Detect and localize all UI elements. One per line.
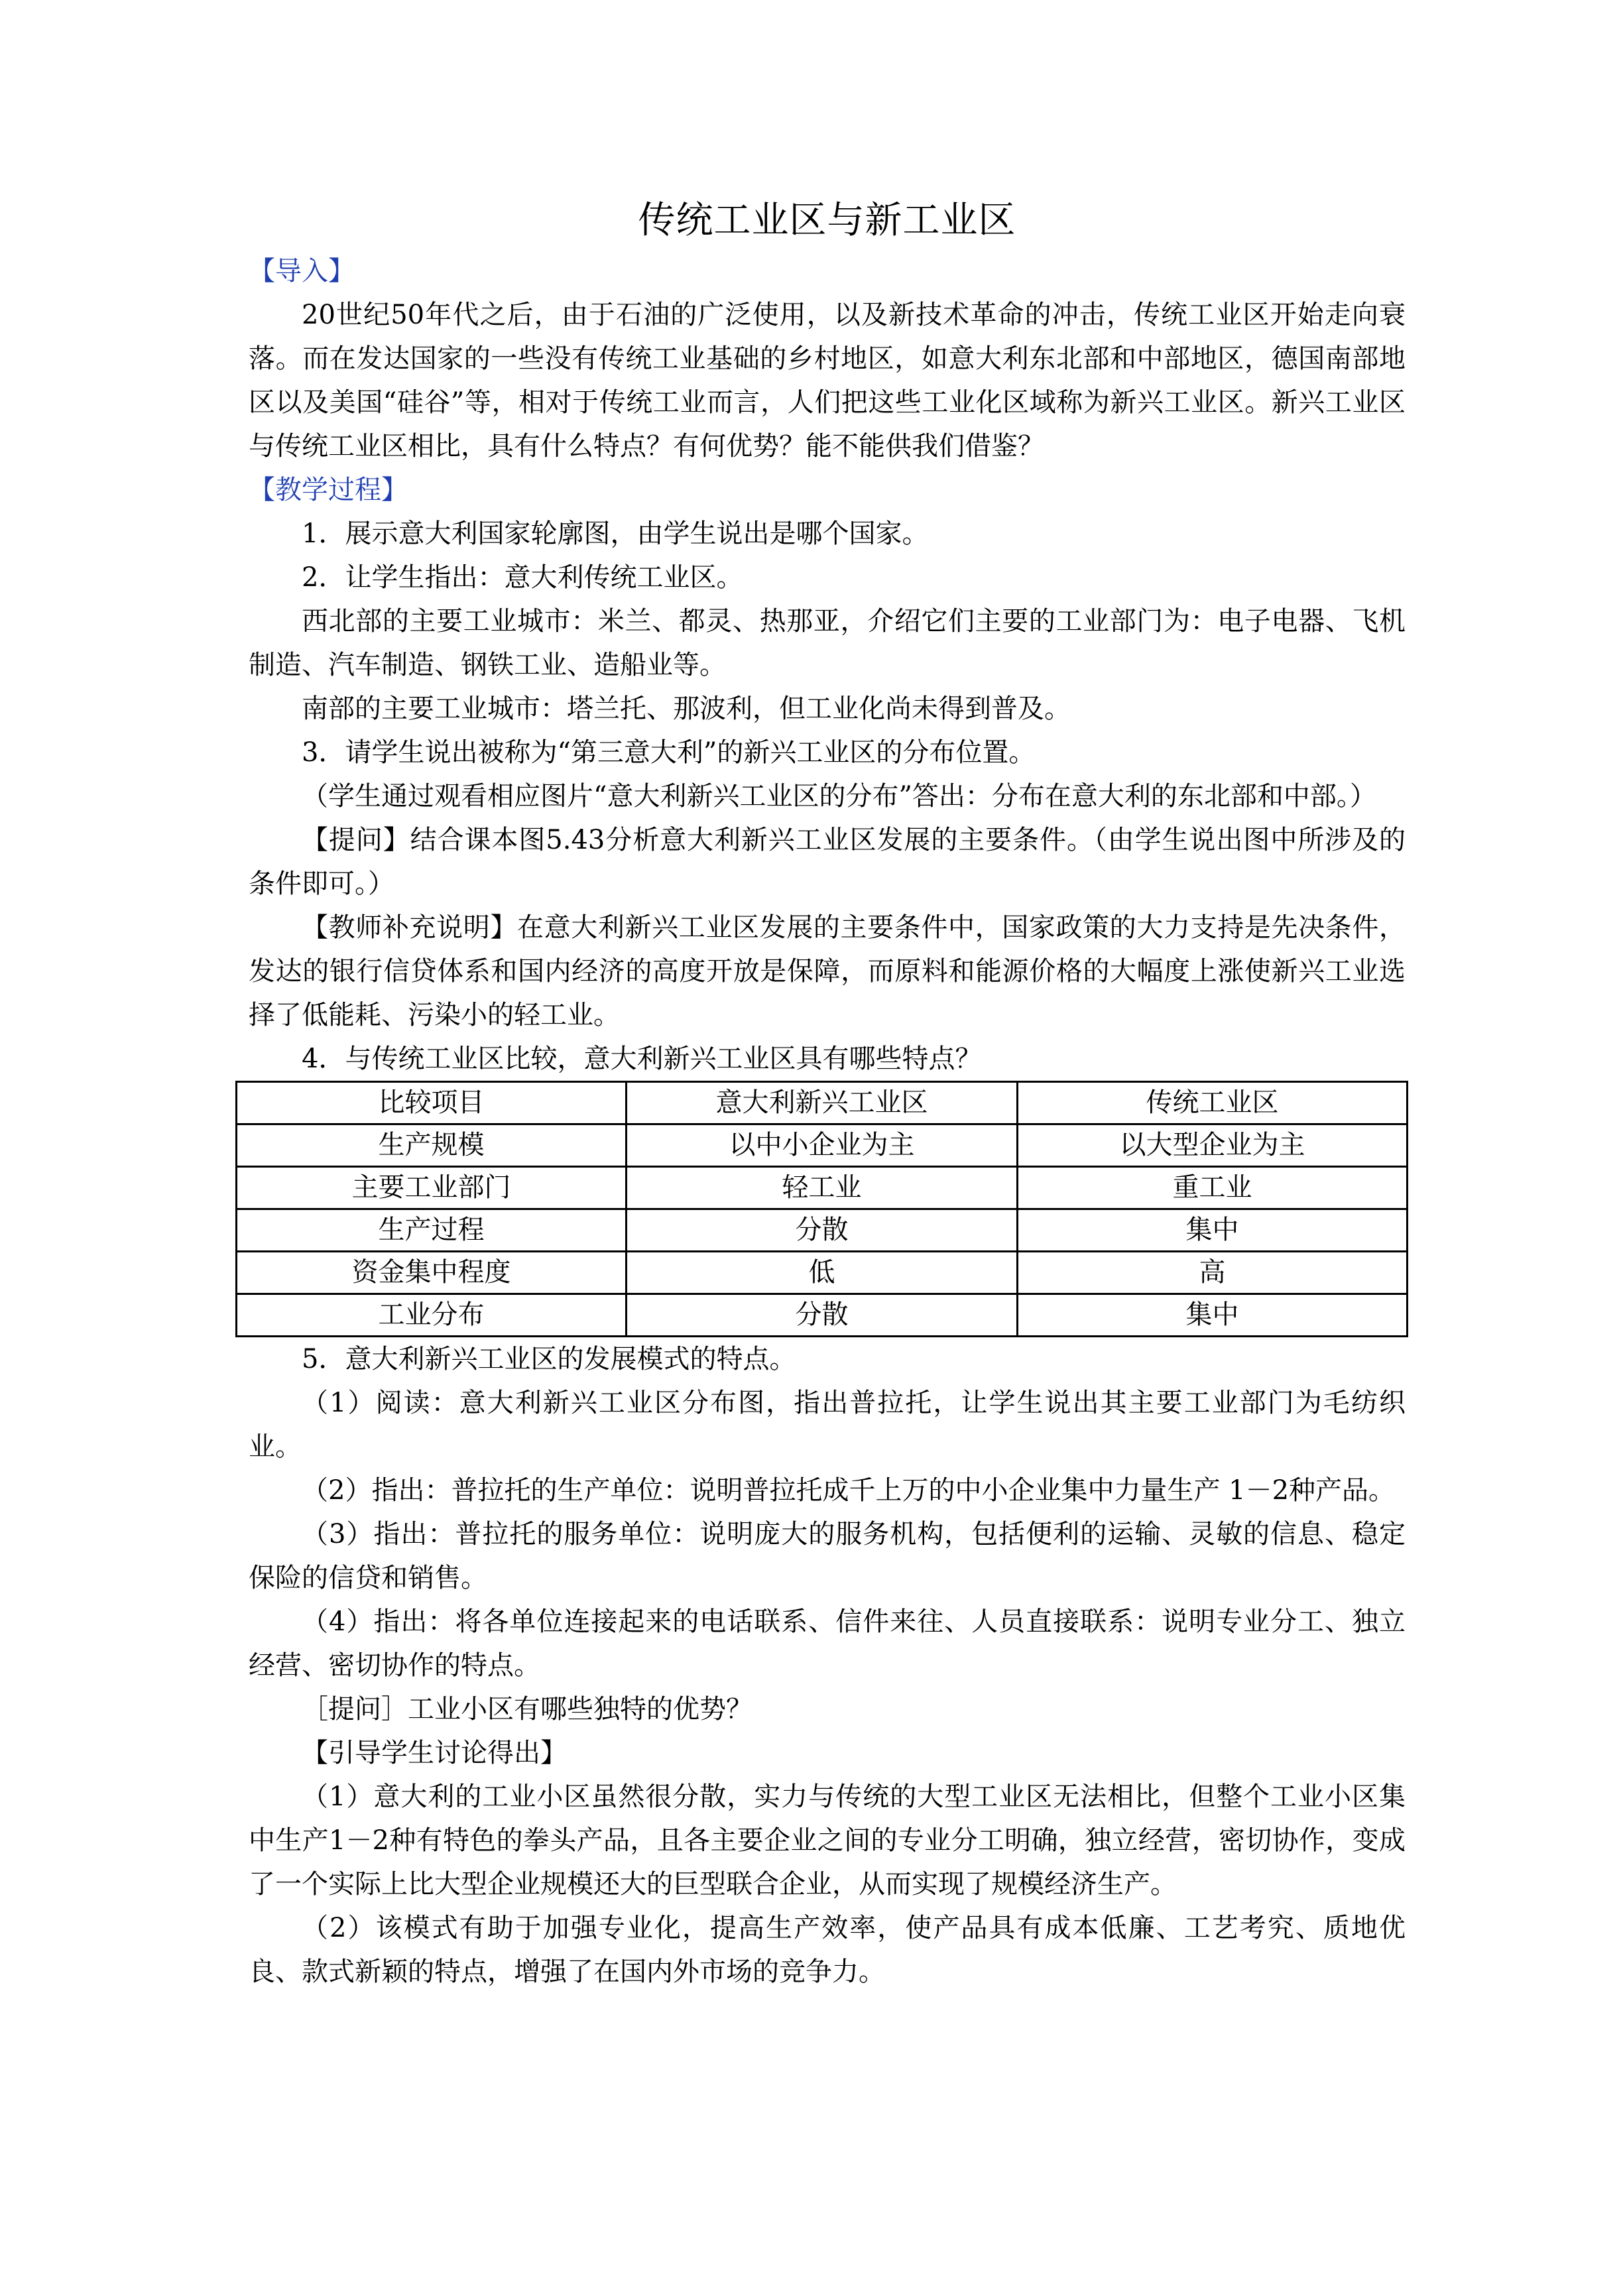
table-header-cell: 比较项目 — [237, 1082, 627, 1124]
paragraph-northwest-cities: 西北部的主要工业城市：米兰、都灵、热那亚，介绍它们主要的工业部门为：电子电器、飞机制造、汽车制造、钢铁工业、造船业等。 — [249, 606, 1406, 680]
paragraph-south-cities: 南部的主要工业城市：塔兰托、那波利，但工业化尚未得到普及。 — [302, 694, 1071, 724]
paragraph-student-answer: （学生通过观看相应图片“意大利新兴工业区的分布”答出：分布在意大利的东北部和中部。） — [302, 781, 1376, 812]
paragraph-step-2: 2．让学生指出：意大利传统工业区。 — [302, 562, 743, 593]
paragraph-question-advantages: ［提问］工业小区有哪些独特的优势？ — [302, 1694, 752, 1724]
table-cell: 工业分布 — [237, 1294, 627, 1337]
table-cell: 生产过程 — [237, 1209, 627, 1252]
paragraph-conclusion-1: （1）意大利的工业小区虽然很分散，实力与传统的大型工业区无法相比，但整个工业小区集中生产1－2种有特色的拳头产品，且各主要企业之间的专业分工明确，独立经营，密切协作，变成了一个实际上比大型企业规模还大的巨型联合企业，从而实现了规模经济生产。 — [249, 1782, 1406, 1900]
document-page — [249, 198, 1406, 1994]
paragraph-step-4: 4．与传统工业区比较，意大利新兴工业区具有哪些特点？ — [302, 1044, 982, 1074]
table-cell: 资金集中程度 — [237, 1252, 627, 1294]
table-cell: 分散 — [627, 1294, 1018, 1337]
table-cell: 以大型企业为主 — [1018, 1124, 1408, 1167]
table-cell: 生产规模 — [237, 1124, 627, 1167]
table-row — [237, 1252, 1408, 1294]
paragraph-teacher-note: 【教师补充说明】在意大利新兴工业区发展的主要条件中，国家政策的大力支持是先决条件，发达的银行信贷体系和国内经济的高度开放是保障，而原料和能源价格的大幅度上涨使新兴工业选择了低能耗、污染小的轻工业。 — [249, 912, 1406, 1030]
table-cell: 轻工业 — [627, 1167, 1018, 1209]
paragraph-step-1: 1．展示意大利国家轮廓图，由学生说出是哪个国家。 — [302, 518, 929, 549]
table-header-row — [237, 1082, 1408, 1124]
table-row — [237, 1124, 1408, 1167]
comparison-table — [235, 1081, 1408, 1337]
paragraph-conclusion-2: （2）该模式有助于加强专业化，提高生产效率，使产品具有成本低廉、工艺考究、质地优良、款式新颖的特点，增强了在国内外市场的竞争力。 — [249, 1913, 1406, 1987]
table-row — [237, 1294, 1408, 1337]
table-cell: 主要工业部门 — [237, 1167, 627, 1209]
paragraph-step-5: 5．意大利新兴工业区的发展模式的特点。 — [302, 1344, 796, 1374]
table-header-cell: 意大利新兴工业区 — [627, 1082, 1018, 1124]
table-cell: 集中 — [1018, 1294, 1408, 1337]
intro-paragraph: 20世纪50年代之后，由于石油的广泛使用，以及新技术革命的冲击，传统工业区开始走向衰落。而在发达国家的一些没有传统工业基础的乡村地区，如意大利东北部和中部地区，德国南部地区以及美国“硅谷”等，相对于传统工业而言，人们把这些工业化区域称为新兴工业区。新兴工业区与传统工业区相比，具有什么特点？有何优势？能不能供我们借鉴？ — [249, 300, 1406, 461]
paragraph-item-3: （3）指出：普拉托的服务单位：说明庞大的服务机构，包括便利的运输、灵敏的信息、稳定保险的信贷和销售。 — [249, 1519, 1406, 1593]
table-cell: 重工业 — [1018, 1167, 1408, 1209]
table-row — [237, 1209, 1408, 1252]
paragraph-item-2: （2）指出：普拉托的生产单位：说明普拉托成千上万的中小企业集中力量生产 1－2种产品。 — [302, 1475, 1396, 1506]
table-header-cell: 传统工业区 — [1018, 1082, 1408, 1124]
paragraph-item-1: （1）阅读：意大利新兴工业区分布图，指出普拉托，让学生说出其主要工业部门为毛纺织业。 — [249, 1388, 1406, 1462]
paragraph-step-3: 3．请学生说出被称为“第三意大利”的新兴工业区的分布位置。 — [302, 737, 1036, 768]
table-cell: 低 — [627, 1252, 1018, 1294]
table-cell: 以中小企业为主 — [627, 1124, 1018, 1167]
table-row — [237, 1167, 1408, 1209]
paragraph-discussion-heading: 【引导学生讨论得出】 — [302, 1738, 567, 1768]
table-cell: 集中 — [1018, 1209, 1408, 1252]
table-cell: 分散 — [627, 1209, 1018, 1252]
process-heading: 【教学过程】 — [249, 475, 408, 505]
paragraph-item-4: （4）指出：将各单位连接起来的电话联系、信件来往、人员直接联系：说明专业分工、独立经营、密切协作的特点。 — [249, 1606, 1406, 1681]
table-cell: 高 — [1018, 1252, 1408, 1294]
page-title: 传统工业区与新工业区 — [638, 199, 1016, 242]
intro-heading: 【导入】 — [249, 256, 355, 286]
paragraph-question: 【提问】结合课本图5.43分析意大利新兴工业区发展的主要条件。（由学生说出图中所涉及的条件即可。） — [249, 825, 1406, 899]
